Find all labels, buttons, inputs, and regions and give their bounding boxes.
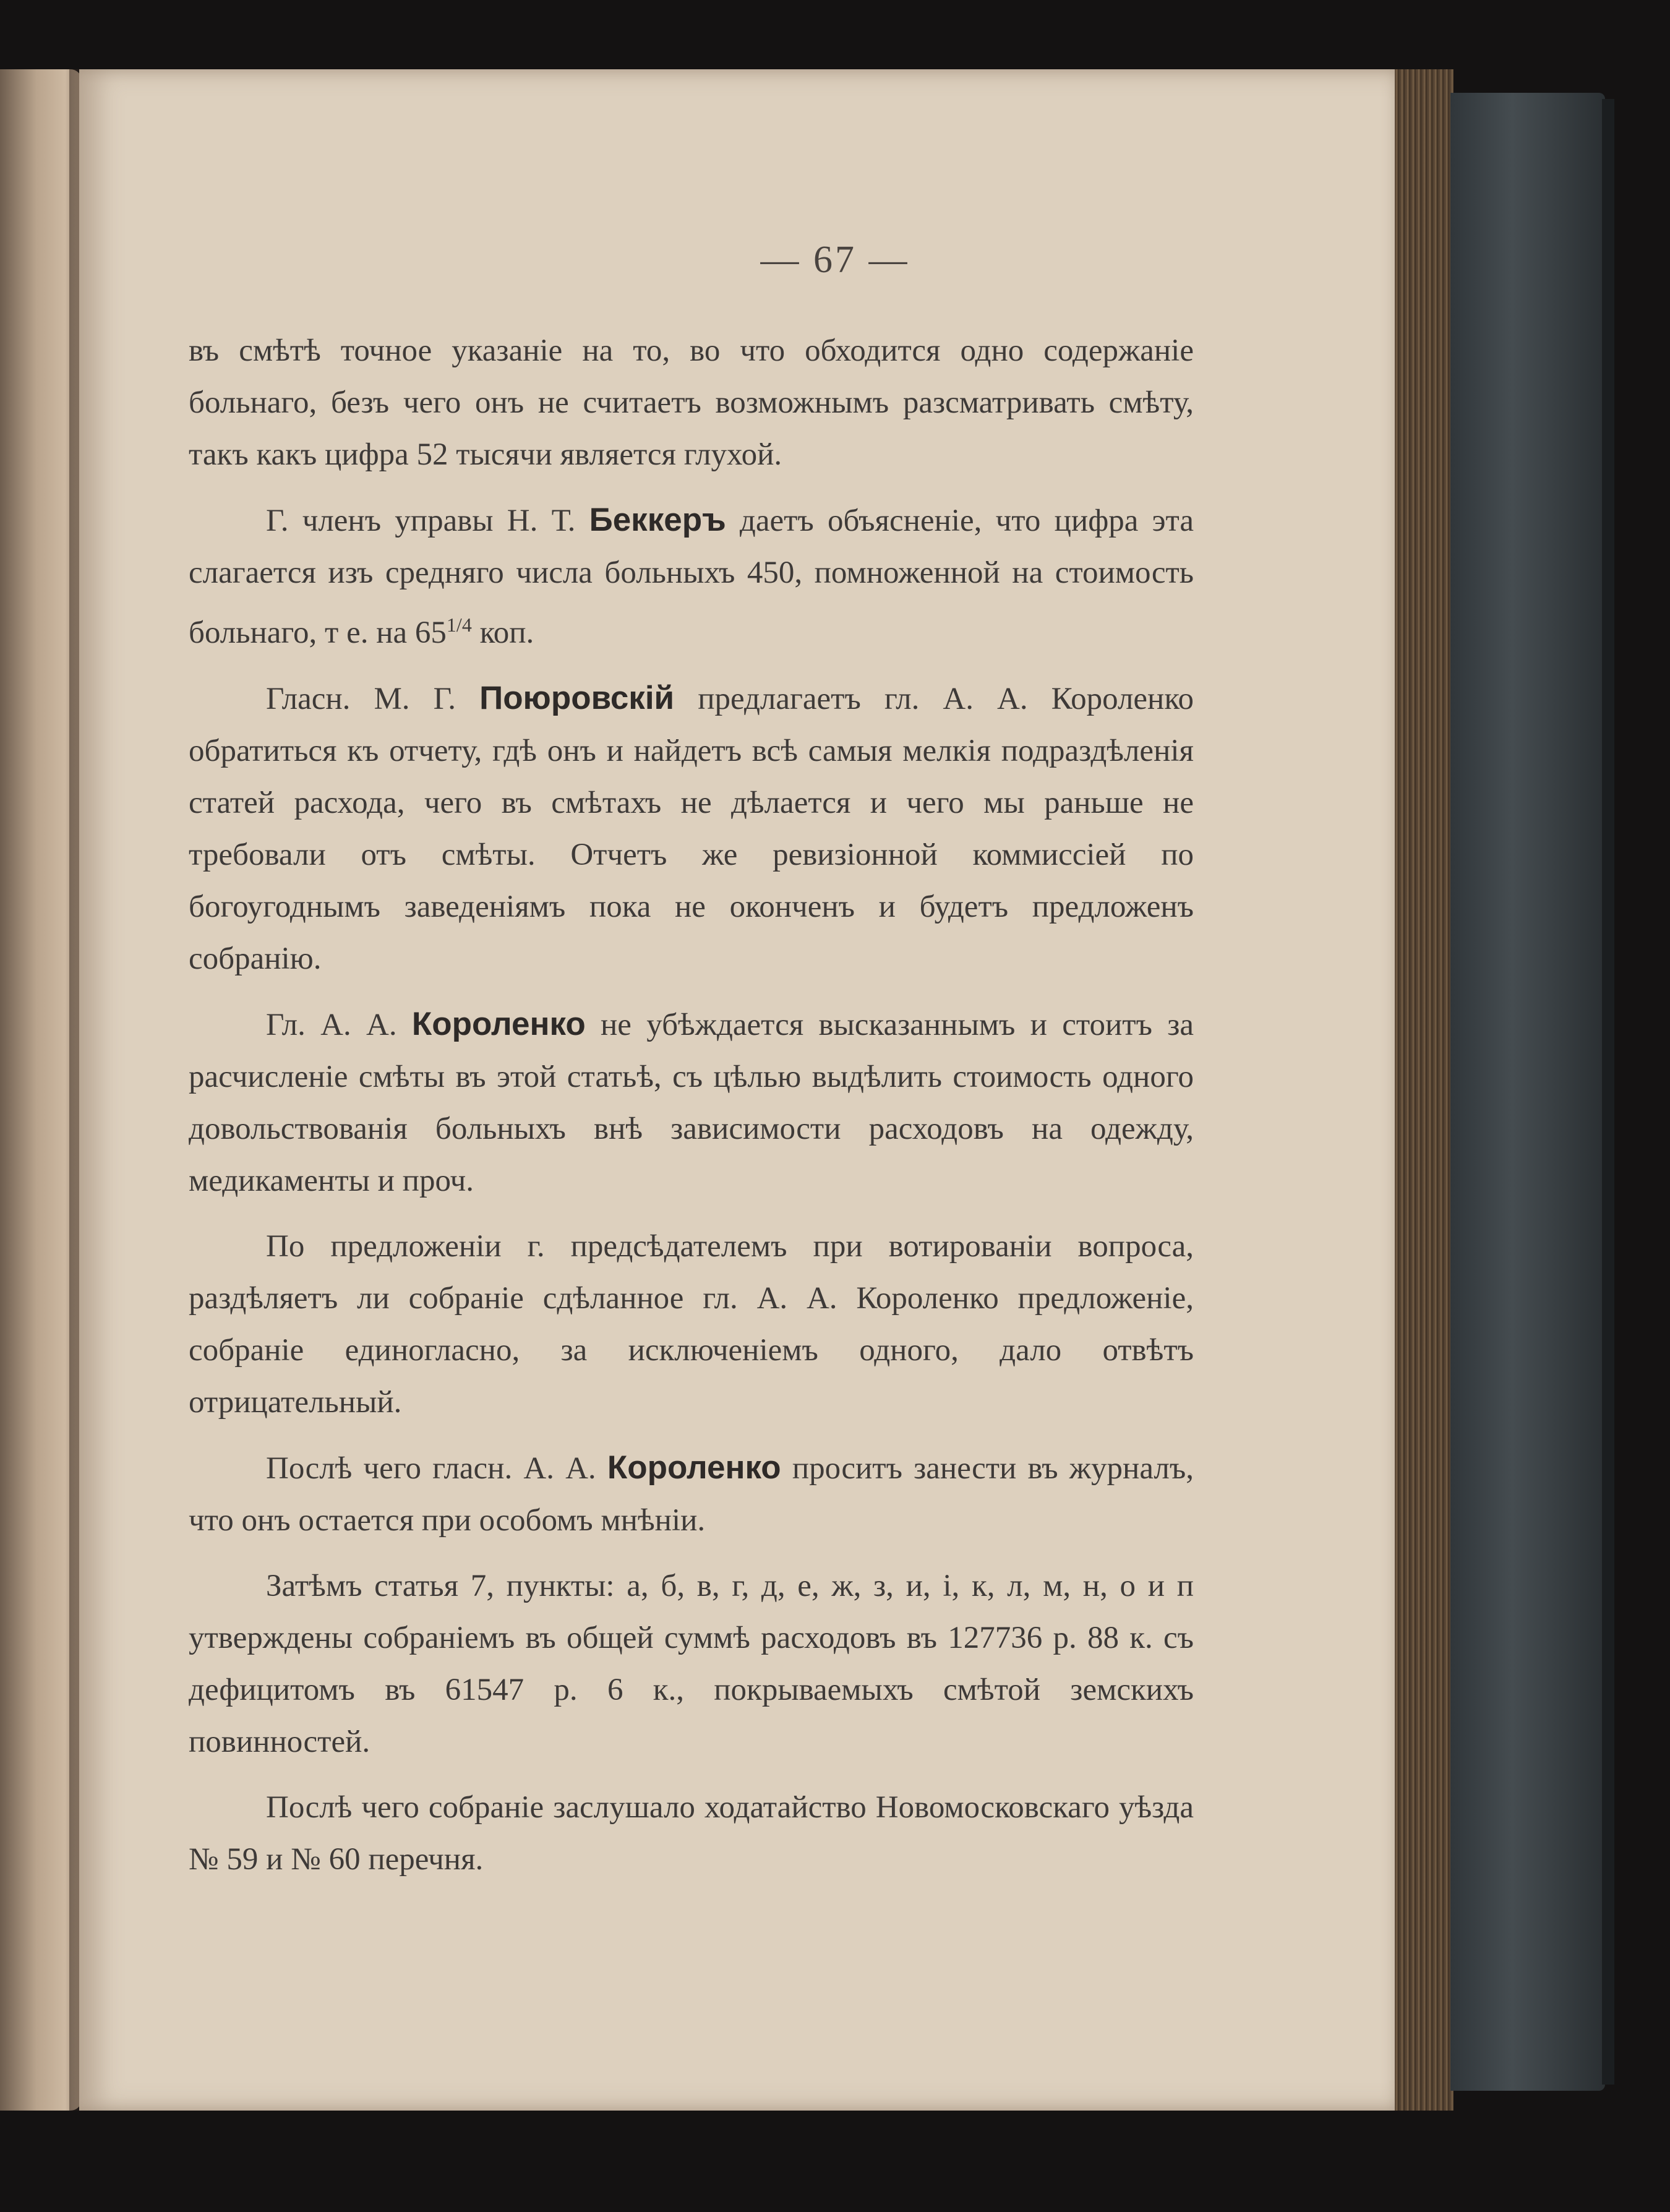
paragraph-1-text: въ смѣтѣ точное указаніе на то, во что обходится одно содержаніе больнаго, безъ чего онъ не считаетъ возможнымъ разсматривать смѣту, такъ какъ цифра 52 тысячи является глухой. — [189, 333, 1194, 472]
paragraph-3-text: предлагаетъ гл. А. А. Короленко обратиться къ отчету, гдѣ онъ и найдетъ всѣ самыя мелкія подраздѣленія статей расхода, чего въ смѣтахъ не дѣлается и чего мы раньше не требовали отъ смѣты. Отчетъ же ревизіонной коммиссіей по богоугоднымъ заведеніямъ пока не оконченъ и будетъ предложенъ собранію. — [189, 682, 1194, 976]
paragraph-4 — [189, 998, 1194, 1207]
paragraph-5-text: По предложеніи г. предсѣдателемъ при вотированіи вопроса, раздѣляетъ ли собраніе сдѣланное гл. А. А. Короленко предложеніе, собраніе единогласно, за исключеніемъ одного, дало отвѣтъ отрицательный. — [189, 1229, 1194, 1420]
speaker-name: Поюровскій — [479, 680, 675, 716]
speaker-name: Короленко — [411, 1006, 586, 1042]
paragraph-1 — [189, 325, 1194, 481]
paragraph-7 — [189, 1560, 1194, 1768]
paragraph-2-unit: коп. — [479, 615, 534, 650]
paragraph-6-lead: Послѣ чего гласн. А. А. — [266, 1451, 596, 1486]
paragraph-8-text: Послѣ чего собраніе заслушало ходатайство Новомосковскаго уѣзда № 59 и № 60 перечня. — [189, 1790, 1194, 1877]
speaker-name: Короленко — [607, 1449, 781, 1486]
page-block-edges — [1395, 69, 1454, 2111]
page-body — [189, 325, 1194, 1885]
fraction: 1/4 — [446, 614, 472, 636]
paragraph-4-text: не убѣждается высказаннымъ и стоитъ за расчисленіе смѣты въ этой статьѣ, съ цѣлью выдѣлить стоимость одного довольствованія больныхъ внѣ зависимости расходовъ на одежду, медикаменты и проч. — [189, 1008, 1194, 1198]
paragraph-7-text: Затѣмъ статья 7, пункты: а, б, в, г, д, е, ж, з, и, і, к, л, м, н, о и п утверждены собраніемъ въ общей суммѣ расходовъ въ 127736 р. 88 к. съ дефицитомъ въ 61547 р. 6 к., покрываемыхъ смѣтой земскихъ повинностей. — [189, 1569, 1194, 1759]
paragraph-6 — [189, 1442, 1194, 1546]
paragraph-4-lead: Гл. А. А. — [266, 1008, 397, 1042]
speaker-name: Беккеръ — [589, 502, 726, 538]
paragraph-6-text: проситъ занести въ журналъ, что онъ остается при особомъ мнѣніи. — [189, 1451, 1194, 1538]
paragraph-8 — [189, 1781, 1194, 1885]
paragraph-3-lead: Гласн. М. Г. — [266, 682, 456, 716]
paragraph-2 — [189, 494, 1194, 659]
page-number: — 67 — — [760, 239, 910, 281]
paragraph-3 — [189, 672, 1194, 985]
cover-edge — [1602, 99, 1614, 2085]
paragraph-2-lead: Г. членъ управы Н. Т. — [266, 504, 576, 538]
paragraph-2-text: даетъ объясненіе, что цифра эта слагается изъ средняго числа больныхъ 450, помноженной на стоимость больнаго, т е. на 65 — [189, 504, 1194, 650]
paragraph-5 — [189, 1220, 1194, 1428]
book-cover — [1450, 93, 1605, 2091]
